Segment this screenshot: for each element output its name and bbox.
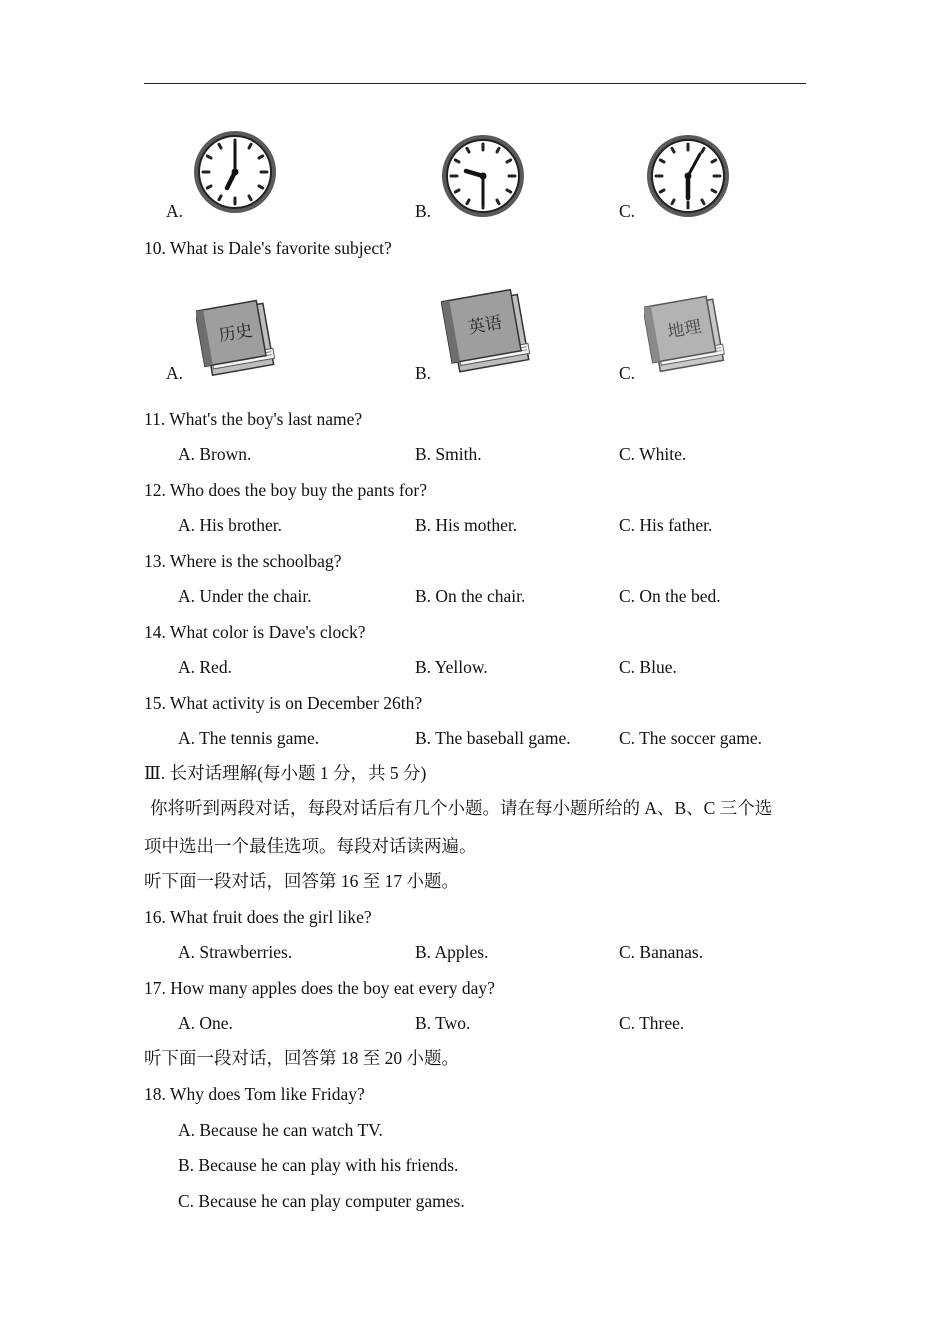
q11-option-c: C. White. — [619, 444, 687, 464]
q11-option-b: B. Smith. — [415, 444, 482, 464]
book-a-title: 历史 — [217, 320, 255, 347]
clock-icon — [644, 132, 732, 220]
q11-option-a: A. Brown. — [178, 444, 252, 464]
q16-option-c: C. Bananas. — [619, 942, 704, 962]
dialog-intro-2: 听下面一段对话，回答第 18 至 20 小题。 — [144, 1048, 459, 1068]
q15-option-b: B. The baseball game. — [415, 728, 571, 748]
q12-option-c: C. His father. — [619, 515, 713, 535]
q14-question: 14. What color is Dave's clock? — [144, 622, 366, 642]
q11-question: 11. What's the boy's last name? — [144, 409, 363, 429]
q18-question: 18. Why does Tom like Friday? — [144, 1084, 365, 1104]
dialog-intro-1: 听下面一段对话，回答第 16 至 17 小题。 — [144, 871, 459, 891]
q17-option-c: C. Three. — [619, 1013, 685, 1033]
q9-option-a-label: A. — [166, 201, 184, 221]
q12-option-b: B. His mother. — [415, 515, 518, 535]
q14-option-c: C. Blue. — [619, 657, 677, 677]
book-icon — [441, 284, 537, 376]
q9-option-b-label: B. — [415, 201, 432, 221]
q10-option-b-label: B. — [415, 363, 432, 383]
header-rule — [144, 83, 806, 84]
book-icon — [196, 294, 282, 376]
q12-option-a: A. His brother. — [178, 515, 283, 535]
book-b-title: 英语 — [466, 312, 504, 339]
q14-option-b: B. Yellow. — [415, 657, 488, 677]
q17-option-b: B. Two. — [415, 1013, 471, 1033]
q17-question: 17. How many apples does the boy eat every day? — [144, 978, 495, 998]
clock-icon — [439, 132, 527, 220]
q13-option-c: C. On the bed. — [619, 586, 721, 606]
q13-option-b: B. On the chair. — [415, 586, 526, 606]
q17-option-a: A. One. — [178, 1013, 233, 1033]
q15-option-c: C. The soccer game. — [619, 728, 763, 748]
q10-option-c-label: C. — [619, 363, 636, 383]
q12-question: 12. Who does the boy buy the pants for? — [144, 480, 428, 500]
q16-question: 16. What fruit does the girl like? — [144, 907, 372, 927]
q15-question: 15. What activity is on December 26th? — [144, 693, 423, 713]
clock-icon — [191, 128, 279, 216]
q10-question: 10. What is Dale's favorite subject? — [144, 238, 392, 258]
q16-option-b: B. Apples. — [415, 942, 489, 962]
section-heading: Ⅲ. 长对话理解(每小题 1 分，共 5 分) — [144, 763, 427, 783]
q15-option-a: A. The tennis game. — [178, 728, 320, 748]
q14-option-a: A. Red. — [178, 657, 232, 677]
q9-option-c-label: C. — [619, 201, 636, 221]
q18-option-c: C. Because he can play computer games. — [178, 1191, 465, 1211]
book-c-title: 地理 — [666, 316, 704, 343]
q13-option-a: A. Under the chair. — [178, 586, 312, 606]
book-icon — [644, 290, 732, 374]
q10-option-a-label: A. — [166, 363, 184, 383]
q13-question: 13. Where is the schoolbag? — [144, 551, 342, 571]
q16-option-a: A. Strawberries. — [178, 942, 293, 962]
q18-option-a: A. Because he can watch TV. — [178, 1120, 383, 1140]
section-instructions-line2: 项中选出一个最佳选项。每段对话读两遍。 — [144, 836, 477, 856]
q18-option-b: B. Because he can play with his friends. — [178, 1155, 459, 1175]
section-instructions-line1: 你将听到两段对话，每段对话后有几个小题。请在每小题所给的 A、B、C 三个选 — [150, 798, 773, 818]
